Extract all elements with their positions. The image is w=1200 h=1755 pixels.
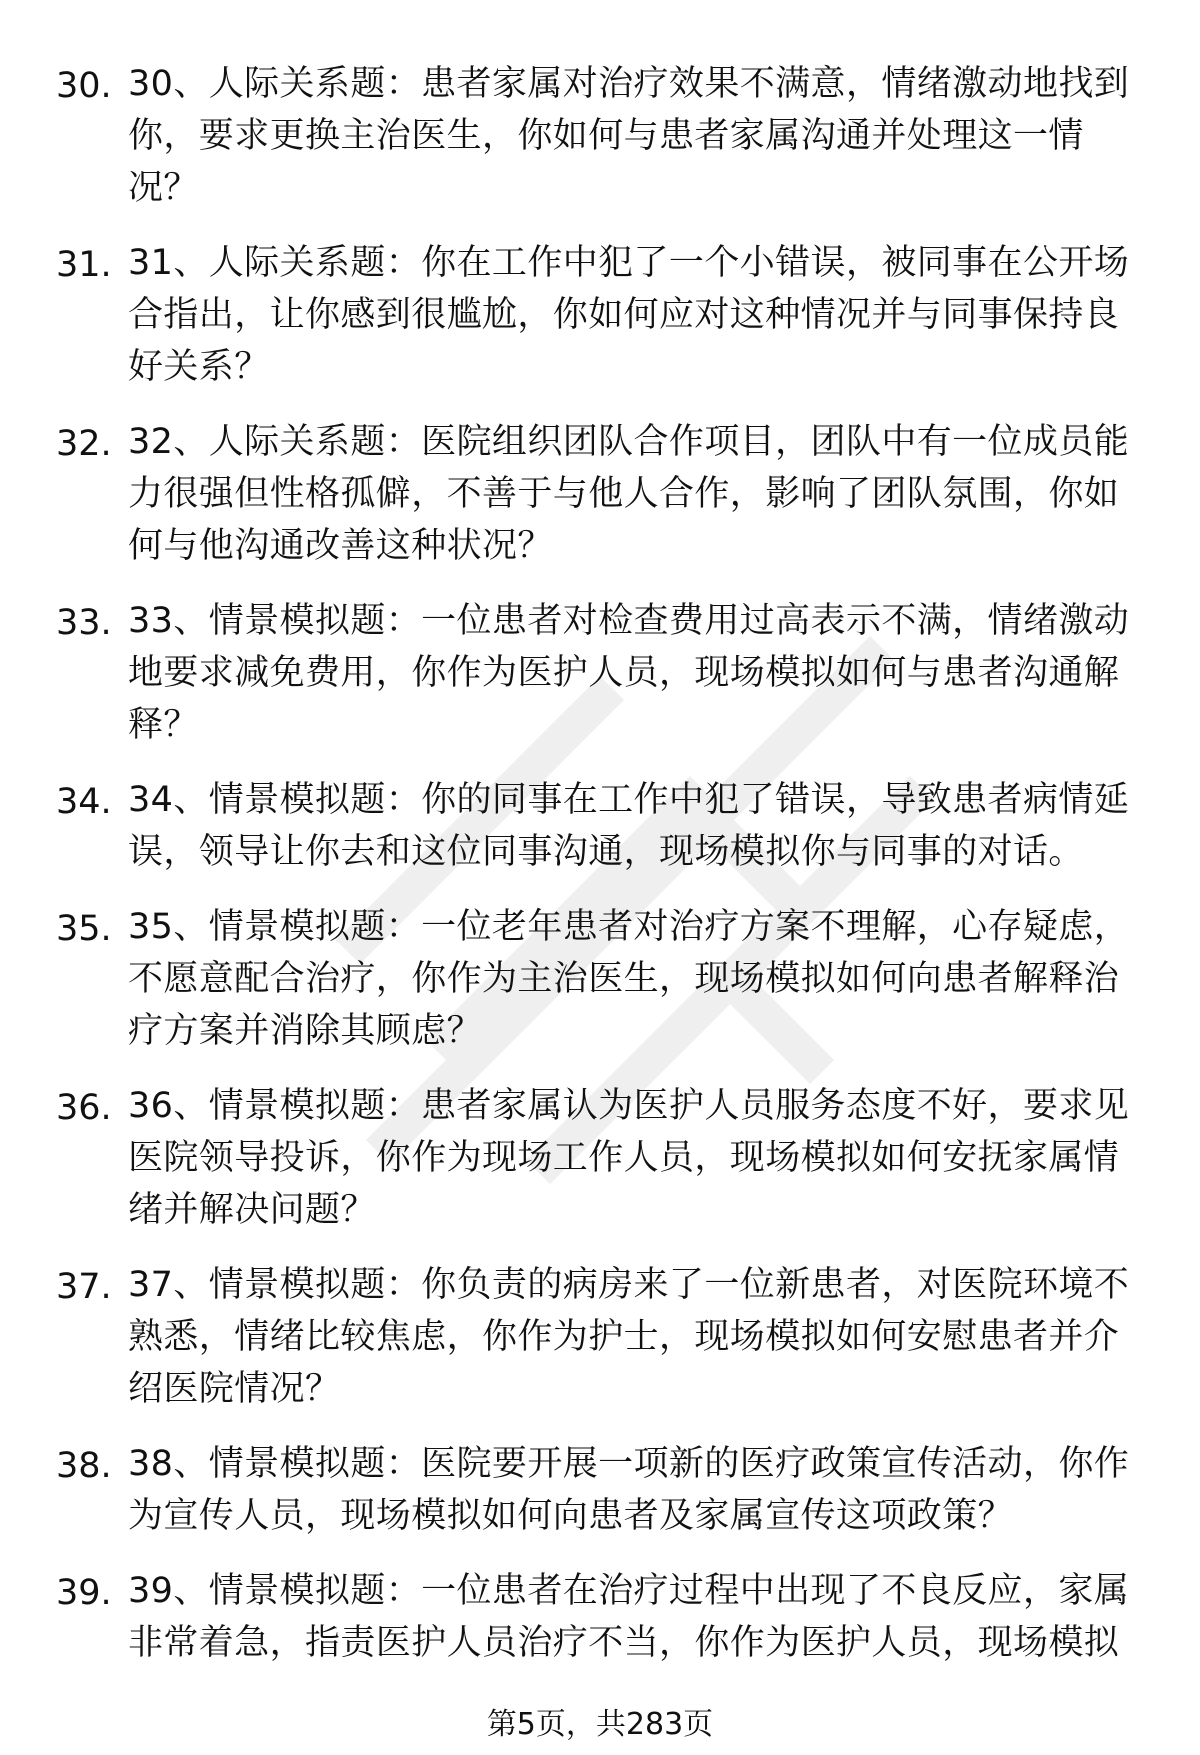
item-number: 33.: [56, 603, 112, 643]
list-item: [0, 58, 1200, 214]
item-text: 35、情景模拟题：一位老年患者对治疗方案不理解，心存疑虑，不愿意配合治疗，你作为主治医生，现场模拟如何向患者解释治疗方案并消除其顾虑？: [128, 907, 1130, 1051]
item-text: 39、情景模拟题：一位患者在治疗过程中出现了不良反应，家属非常着急，指责医护人员治疗不当，你作为医护人员，现场模拟: [128, 1571, 1130, 1663]
item-number: 31.: [56, 245, 112, 285]
item-text: 37、情景模拟题：你负责的病房来了一位新患者，对医院环境不熟悉，情绪比较焦虑，你作为护士，现场模拟如何安慰患者并介绍医院情况？: [128, 1265, 1130, 1409]
list-item: [0, 1438, 1200, 1542]
item-number: 35.: [56, 909, 112, 949]
item-text: 31、人际关系题：你在工作中犯了一个小错误，被同事在公开场合指出，让你感到很尴尬，你如何应对这种情况并与同事保持良好关系？: [128, 243, 1130, 387]
item-number: 30.: [56, 66, 112, 106]
item-text: 30、人际关系题：患者家属对治疗效果不满意，情绪激动地找到你，要求更换主治医生，你如何与患者家属沟通并处理这一情况？: [128, 64, 1130, 208]
item-text: 36、情景模拟题：患者家属认为医护人员服务态度不好，要求见医院领导投诉，你作为现场工作人员，现场模拟如何安抚家属情绪并解决问题？: [128, 1086, 1130, 1230]
item-text: 33、情景模拟题：一位患者对检查费用过高表示不满，情绪激动地要求减免费用，你作为医护人员，现场模拟如何与患者沟通解释？: [128, 601, 1130, 745]
item-number: 32.: [56, 424, 112, 464]
item-number: 39.: [56, 1573, 112, 1613]
item-number: 37.: [56, 1267, 112, 1307]
list-item: [0, 774, 1200, 878]
list-item: [0, 416, 1200, 572]
list-item: [0, 595, 1200, 751]
item-text: 34、情景模拟题：你的同事在工作中犯了错误，导致患者病情延误，领导让你去和这位同事沟通，现场模拟你与同事的对话。: [128, 780, 1130, 872]
list-item: [0, 237, 1200, 393]
item-number: 36.: [56, 1088, 112, 1128]
list-item: [0, 1259, 1200, 1415]
page-footer: 第5页，共283页: [486, 1707, 714, 1742]
list-item: [0, 1080, 1200, 1236]
list-item: [0, 901, 1200, 1057]
item-text: 32、人际关系题：医院组织团队合作项目，团队中有一位成员能力很强但性格孤僻，不善于与他人合作，影响了团队氛围，你如何与他沟通改善这种状况？: [128, 422, 1130, 566]
item-number: 34.: [56, 782, 112, 822]
item-text: 38、情景模拟题：医院要开展一项新的医疗政策宣传活动，你作为宣传人员，现场模拟如何向患者及家属宣传这项政策？: [128, 1444, 1130, 1536]
question-list: [0, 58, 1200, 1692]
item-number: 38.: [56, 1446, 112, 1486]
list-item: [0, 1565, 1200, 1669]
